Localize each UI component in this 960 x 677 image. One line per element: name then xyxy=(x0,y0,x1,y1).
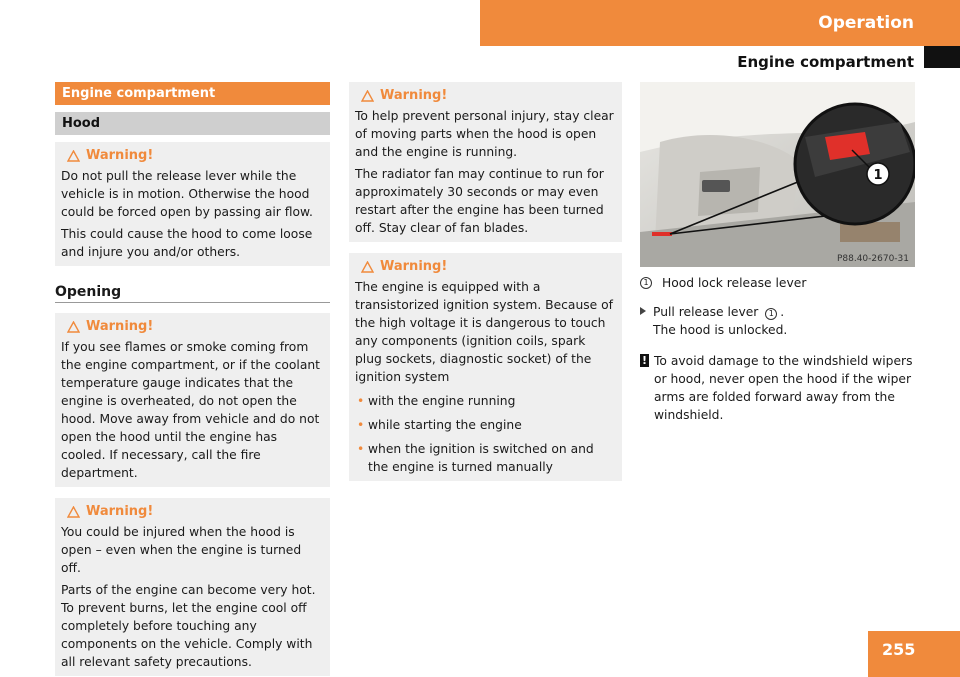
list-item: • with the engine running xyxy=(355,392,616,410)
warning-box xyxy=(55,313,330,487)
callout-number: 1 xyxy=(873,168,883,183)
page-number: 255 xyxy=(868,631,960,677)
warning-text: To help prevent personal injury, stay clear of moving parts when the hood is open and the engine is running. xyxy=(355,109,614,159)
warning-text: Parts of the engine can become very hot. To prevent burns, let the engine cool off completely before touching any components on the vehicle. Comply with all relevant safety precautions. xyxy=(61,583,316,669)
warning-text: You could be injured when the hood is open – even when the engine is turned off. xyxy=(61,525,302,575)
warning-title: Warning! xyxy=(86,319,154,334)
header-marker xyxy=(924,46,960,68)
warning-triangle-icon xyxy=(67,506,80,518)
warning-triangle-icon xyxy=(67,150,80,162)
warning-triangle-icon xyxy=(361,261,374,273)
note-text: To avoid damage to the windshield wipers or hood, never open the hood if the wiper arms are folded forward away from the windshield. xyxy=(654,354,913,422)
callout-marker: 1 xyxy=(765,308,777,320)
warning-triangle-icon xyxy=(67,321,80,333)
instruction-text: Pull release lever xyxy=(653,305,759,319)
exclamation-icon: ! xyxy=(641,353,648,367)
warning-title: Warning! xyxy=(86,504,154,519)
warning-text: The engine is equipped with a transistorized ignition system. Because of the high voltage it is dangerous to touch any components (ignition coils, spark plug sockets, diagnostic socket) of the ignition system xyxy=(355,280,613,384)
dashboard-illustration xyxy=(640,82,915,267)
list-item: • while starting the engine xyxy=(355,416,616,434)
hood-release-lever-figure xyxy=(640,82,915,267)
warning-text: This could cause the hood to come loose and injure you and/or others. xyxy=(61,227,313,259)
figure-code: P88.40-2670-31 xyxy=(836,254,909,264)
arrow-right-icon xyxy=(640,307,646,315)
chapter-tab xyxy=(480,0,960,46)
warning-triangle-icon xyxy=(361,90,374,102)
instruction-step xyxy=(640,303,915,339)
warning-box xyxy=(349,82,622,242)
instruction-punct: . xyxy=(780,305,785,319)
figure-caption xyxy=(640,276,915,290)
chapter-title: Operation xyxy=(818,13,914,33)
opening-heading: Opening xyxy=(55,284,330,303)
subsection-title: Hood xyxy=(55,112,330,135)
column-middle xyxy=(349,82,622,481)
list-item: • when the ignition is switched on and the engine is turned manually xyxy=(355,440,616,476)
caption-text: Hood lock release lever xyxy=(662,276,807,290)
running-head: Engine compartment xyxy=(737,53,914,71)
section-title: Engine compartment xyxy=(55,82,330,105)
column-left xyxy=(55,82,330,676)
warning-title: Warning! xyxy=(380,259,448,274)
warning-bullet-list xyxy=(355,392,616,476)
instruction-result: The hood is unlocked. xyxy=(653,323,788,337)
caution-note xyxy=(640,352,915,424)
warning-title: Warning! xyxy=(380,88,448,103)
warning-text: Do not pull the release lever while the vehicle is in motion. Otherwise the hood could be forced open by passing air flow. xyxy=(61,169,313,219)
warning-text: If you see flames or smoke coming from the engine compartment, or if the coolant temperature gauge indicates that the engine is overheated, do not open the hood. Move away from vehicle and do not open the hood until the engine has cooled. If necessary, call the fire department. xyxy=(61,340,321,480)
warning-title: Warning! xyxy=(86,148,154,163)
column-right xyxy=(640,82,915,424)
warning-box xyxy=(55,142,330,266)
warning-text: The radiator fan may continue to run for approximately 30 seconds or may even restart after the engine has been turned off. Stay clear of fan blades. xyxy=(355,167,604,235)
warning-box xyxy=(55,498,330,676)
callout-marker: 1 xyxy=(640,277,652,289)
warning-box xyxy=(349,253,622,481)
